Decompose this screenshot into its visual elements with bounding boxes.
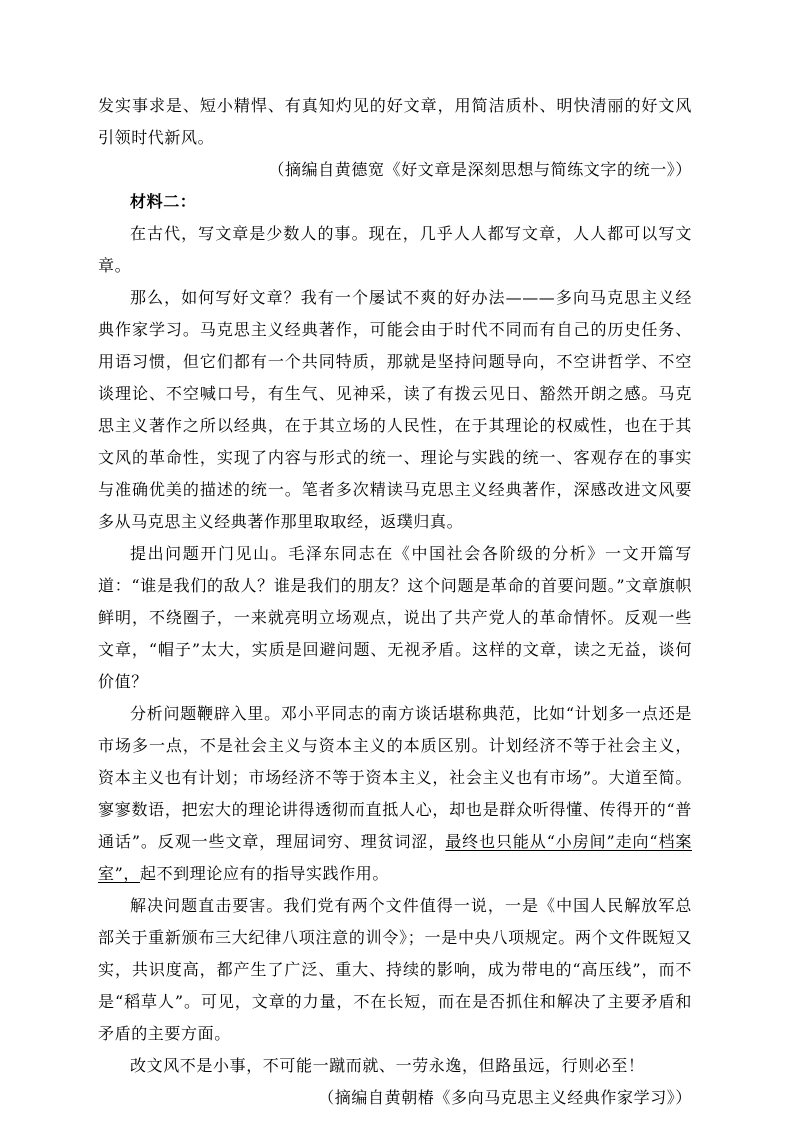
material2-paragraph-1: 在古代，写文章是少数人的事。现在，几乎人人都写文章，人人都可以写文章。 xyxy=(98,224,692,275)
material2-paragraph-3: 提出问题开门见山。毛泽东同志在《中国社会各阶级的分析》一文开篇写道：“谁是我们的敌人？谁是我们的朋友？这个问题是革命的首要问题。”文章旗帜鲜明，不绕圈子，一来就亮明立场观点，说出了共产党人的革命情怀。反观一些文章，“帽子”太大，实质是回避问题、无视矛盾。这样的文章，读之无益，谈何价值？ xyxy=(98,544,692,691)
material2-paragraph-6: 改文风不是小事，不可能一蹴而就、一劳永逸，但路虽远，行则必至！ xyxy=(130,1056,645,1075)
material2-paragraph-5: 解决问题直击要害。我们党有两个文件值得一说，一是《中国人民解放军总部关于重新颁布三大纪律八项注意的训令》；一是中央八项规定。两个文件既短又实，共识度高，都产生了广泛、重大、持续的影响，成为带电的“高压线”，而不是“稻草人”。可见，文章的力量，不在长短，而在是否抓住和解决了主要矛盾和矛盾的主要方面。 xyxy=(98,896,692,1043)
material1-tail-paragraph: 发实事求是、短小精悍、有真知灼见的好文章，用简洁质朴、明快清丽的好文风引领时代新风。 xyxy=(98,96,692,147)
document-body xyxy=(98,90,692,1114)
paragraph-4-text-before: 分析问题鞭辟入里。邓小平同志的南方谈话堪称典范，比如“计划多一点还是市场多一点，不是社会主义与资本主义的本质区别。计划经济不等于社会主义，资本主义也有计划；市场经济不等于资本主义，社会主义也有市场”。大道至简。寥寥数语，把宏大的理论讲得透彻而直抵人心，却也是群众听得懂、传得开的“普通话”。反观一些文章，理屈词穷、理贫词涩， xyxy=(98,704,692,851)
paragraph-4-text-after: 起不到理论应有的指导实践作用。 xyxy=(139,864,389,883)
material2-source: （摘编自黄朝椿《多向马克思主义经典作家学习》） xyxy=(318,1088,692,1107)
material1-source: （摘编自黄德宽《好文章是深刻思想与简练文字的统一》） xyxy=(268,160,692,179)
underlined-sentence: 最终也只能从“小房间”走向“档案室”， xyxy=(98,832,693,883)
material2-paragraph-4 xyxy=(98,698,692,890)
material2-heading: 材料二： xyxy=(130,192,197,211)
material2-paragraph-2: 那么，如何写好文章？我有一个屡试不爽的好办法———多向马克思主义经典作家学习。马克思主义经典著作，可能会由于时代不同而有自己的历史任务、用语习惯，但它们都有一个共同特质，那就是坚持问题导向，不空讲哲学、不空谈理论、不空喊口号，有生气、见神采，读了有拨云见日、豁然开朗之感。马克思主义著作之所以经典，在于其立场的人民性，在于其理论的权威性，也在于其文风的革命性，实现了内容与形式的统一、理论与实践的统一、客观存在的事实与准确优美的描述的统一。笔者多次精读马克思主义经典著作，深感改进文风要多从马克思主义经典著作那里取取经，返璞归真。 xyxy=(98,288,692,531)
